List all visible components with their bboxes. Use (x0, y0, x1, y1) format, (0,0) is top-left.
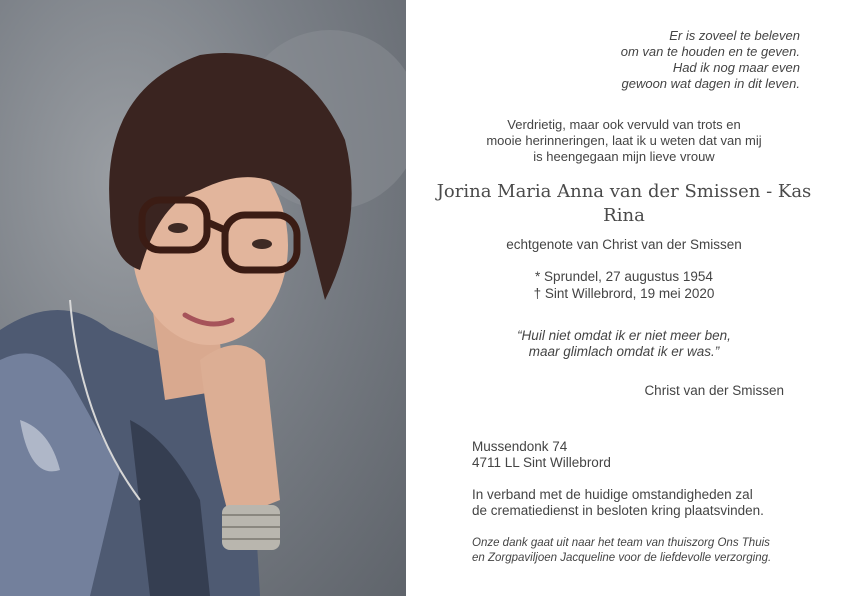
life-dates (406, 268, 842, 302)
intro-line: mooie herinneringen, laat ik u weten dat van mij (486, 133, 762, 148)
address-city: 4711 LL Sint Willebrord (472, 455, 611, 470)
quote (406, 328, 842, 360)
signature: Christ van der Smissen (644, 383, 784, 398)
portrait-photo (0, 0, 406, 596)
death-date: † Sint Willebrord, 19 mei 2020 (533, 286, 715, 301)
portrait-illustration (0, 0, 406, 596)
poem (621, 28, 800, 92)
poem-line: om van te houden en te geven. (620, 44, 800, 59)
poem-line: Had ik nog maar even (672, 60, 800, 75)
intro-line: Verdrietig, maar ook vervuld van trots en (507, 117, 741, 132)
poem-line: Er is zoveel te beleven (669, 28, 800, 43)
notice-line: de crematiedienst in besloten kring plaatsvinden. (472, 503, 764, 518)
card-text-panel (406, 0, 842, 596)
thanks-note (472, 536, 771, 566)
intro-line: is heengegaan mijn lieve vrouw (533, 149, 715, 164)
nickname: Rina (603, 205, 645, 226)
address-street: Mussendonk 74 (472, 439, 568, 454)
birth-date: * Sprundel, 27 augustus 1954 (535, 269, 713, 284)
thanks-line: Onze dank gaat uit naar het team van thuiszorg Ons Thuis (472, 537, 770, 549)
spouse-line: echtgenote van Christ van der Smissen (506, 237, 742, 252)
notice-line: In verband met de huidige omstandigheden zal (472, 487, 753, 502)
announcement-intro (406, 117, 842, 165)
quote-line: “Huil niet omdat ik er niet meer ben, (517, 328, 731, 343)
service-notice (472, 487, 764, 519)
poem-line: gewoon wat dagen in dit leven. (621, 76, 800, 91)
address (472, 439, 611, 471)
full-name: Jorina Maria Anna van der Smissen - Kas (436, 181, 812, 202)
thanks-line: en Zorgpaviljoen Jacqueline voor de liefdevolle verzorging. (472, 552, 772, 564)
deceased-name (406, 180, 842, 228)
quote-line: maar glimlach omdat ik er was.” (528, 344, 720, 359)
